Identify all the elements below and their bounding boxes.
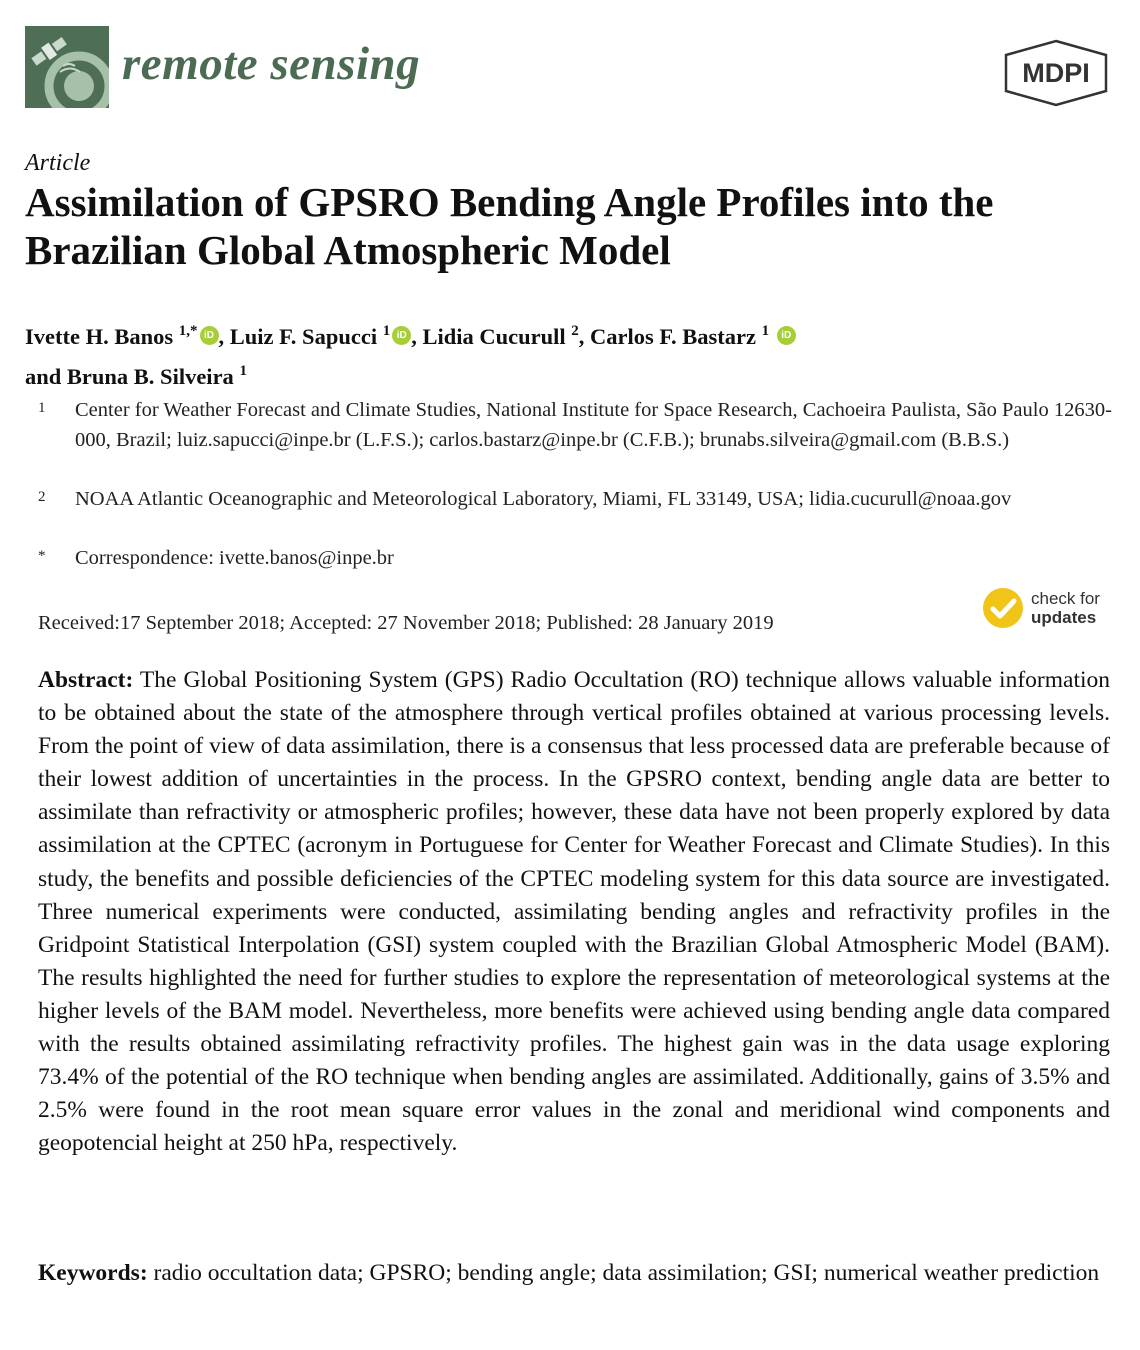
author[interactable] xyxy=(422,324,578,349)
publication-dates: Received:17 September 2018; Accepted: 27 November 2018; Published: 28 January 2019 xyxy=(38,612,774,634)
author-name: Lidia Cucurull xyxy=(422,324,566,349)
affiliation xyxy=(38,396,1113,455)
affiliation-text: Center for Weather Forecast and Climate Studies, National Institute for Space Research, Cachoeira Paulista, São Paulo 12630-000, Brazil; luiz.sapucci@inpe.br (L.F.S.); carlos.bastarz@inpe.br (C.F.B.); brunabs.silveira@gmail.com (B.B.S.) xyxy=(75,399,1112,451)
article-type: Article xyxy=(25,150,91,176)
journal-name: remote sensing xyxy=(122,38,421,90)
orcid-icon[interactable]: iD xyxy=(777,326,796,345)
author-separator: , xyxy=(578,324,590,349)
affiliation xyxy=(38,485,1113,515)
author-name: Luiz F. Sapucci xyxy=(229,324,378,349)
author-separator: , xyxy=(218,324,230,349)
author-name: Bruna B. Silveira xyxy=(66,364,234,389)
author-conjunction: and xyxy=(25,364,67,389)
publisher-name: MDPI xyxy=(1022,58,1090,88)
author-affiliation-mark: 1 xyxy=(761,323,770,339)
mdpi-logo[interactable] xyxy=(1002,38,1110,108)
affiliation-mark: 1 xyxy=(38,400,46,416)
journal-logo[interactable] xyxy=(25,26,109,108)
author-list xyxy=(25,314,1115,394)
affiliation-mark: 2 xyxy=(38,489,46,505)
author[interactable] xyxy=(230,324,411,349)
orcid-icon[interactable]: iD xyxy=(200,326,219,345)
satellite-logo-icon xyxy=(25,26,109,108)
author-name: Ivette H. Banos xyxy=(25,324,174,349)
author[interactable] xyxy=(590,324,796,349)
abstract xyxy=(38,664,1110,1160)
check-for-updates-button[interactable] xyxy=(983,588,1113,632)
author-affiliation-mark: 1 xyxy=(382,323,391,339)
abstract-text: The Global Positioning System (GPS) Radio Occultation (RO) technique allows valuable information to be obtained about the state of the atmosphere through vertical profiles obtained at various processing levels. From the point of view of data assimilation, there is a consensus that less processed data are preferable because of their lowest addition of uncertainties in the process. In the GPSRO context, bending angle data are better to assimilate than refractivity or atmospheric profiles; however, these data have not been properly explored by data assimilation at the CPTEC (acronym in Portuguese for Center for Weather Forecast and Climate Studies). In this study, the benefits and possible deficiencies of the CPTEC modeling system for this data source are investigated. Three numerical experiments were conducted, assimilating bending angles and refractivity profiles in the Gridpoint Statistical Interpolation (GSI) system coupled with the Brazilian Global Atmospheric Model (BAM). The results highlighted the need for further studies to explore the representation of meteorological systems at the higher levels of the BAM model. Nevertheless, more benefits were achieved using bending angle data compared with the results obtained assimilating refractivity profiles. The highest gain was in the data usage exploring 73.4% of the potential of the RO technique when bending angles are assimilated. Additionally, gains of 3.5% and 2.5% were found in the root mean square error values in the zonal and meridional wind components and geopotencial height at 250 hPa, respectively. xyxy=(38,667,1110,1157)
affiliation-text: NOAA Atlantic Oceanographic and Meteorological Laboratory, Miami, FL 33149, USA; lidia.cucurull@noaa.gov xyxy=(75,488,1012,510)
abstract-label: Abstract: xyxy=(38,667,134,693)
affiliation-mark: * xyxy=(38,548,46,564)
author-affiliation-mark: 1,* xyxy=(178,323,198,339)
author-separator: , xyxy=(411,324,423,349)
author-name: Carlos F. Bastarz xyxy=(590,324,757,349)
orcid-icon[interactable]: iD xyxy=(392,326,411,345)
correspondence xyxy=(38,544,1113,574)
keywords xyxy=(38,1257,1110,1290)
article-title: Assimilation of GPSRO Bending Angle Profiles into the Brazilian Global Atmospheric Model xyxy=(25,179,994,273)
keywords-text: radio occultation data; GPSRO; bending angle; data assimilation; GSI; numerical weather prediction xyxy=(153,1260,1100,1286)
author[interactable] xyxy=(67,364,247,389)
check-updates-icon xyxy=(983,588,1023,628)
author-affiliation-mark: 2 xyxy=(571,323,579,339)
correspondence-text: Correspondence: ivette.banos@inpe.br xyxy=(75,547,394,569)
author-affiliation-mark: 1 xyxy=(239,363,247,379)
check-updates-label: check for xyxy=(1031,589,1100,608)
author[interactable] xyxy=(25,324,219,349)
check-updates-label-bold: updates xyxy=(1031,608,1097,627)
keywords-label: Keywords: xyxy=(38,1260,148,1286)
